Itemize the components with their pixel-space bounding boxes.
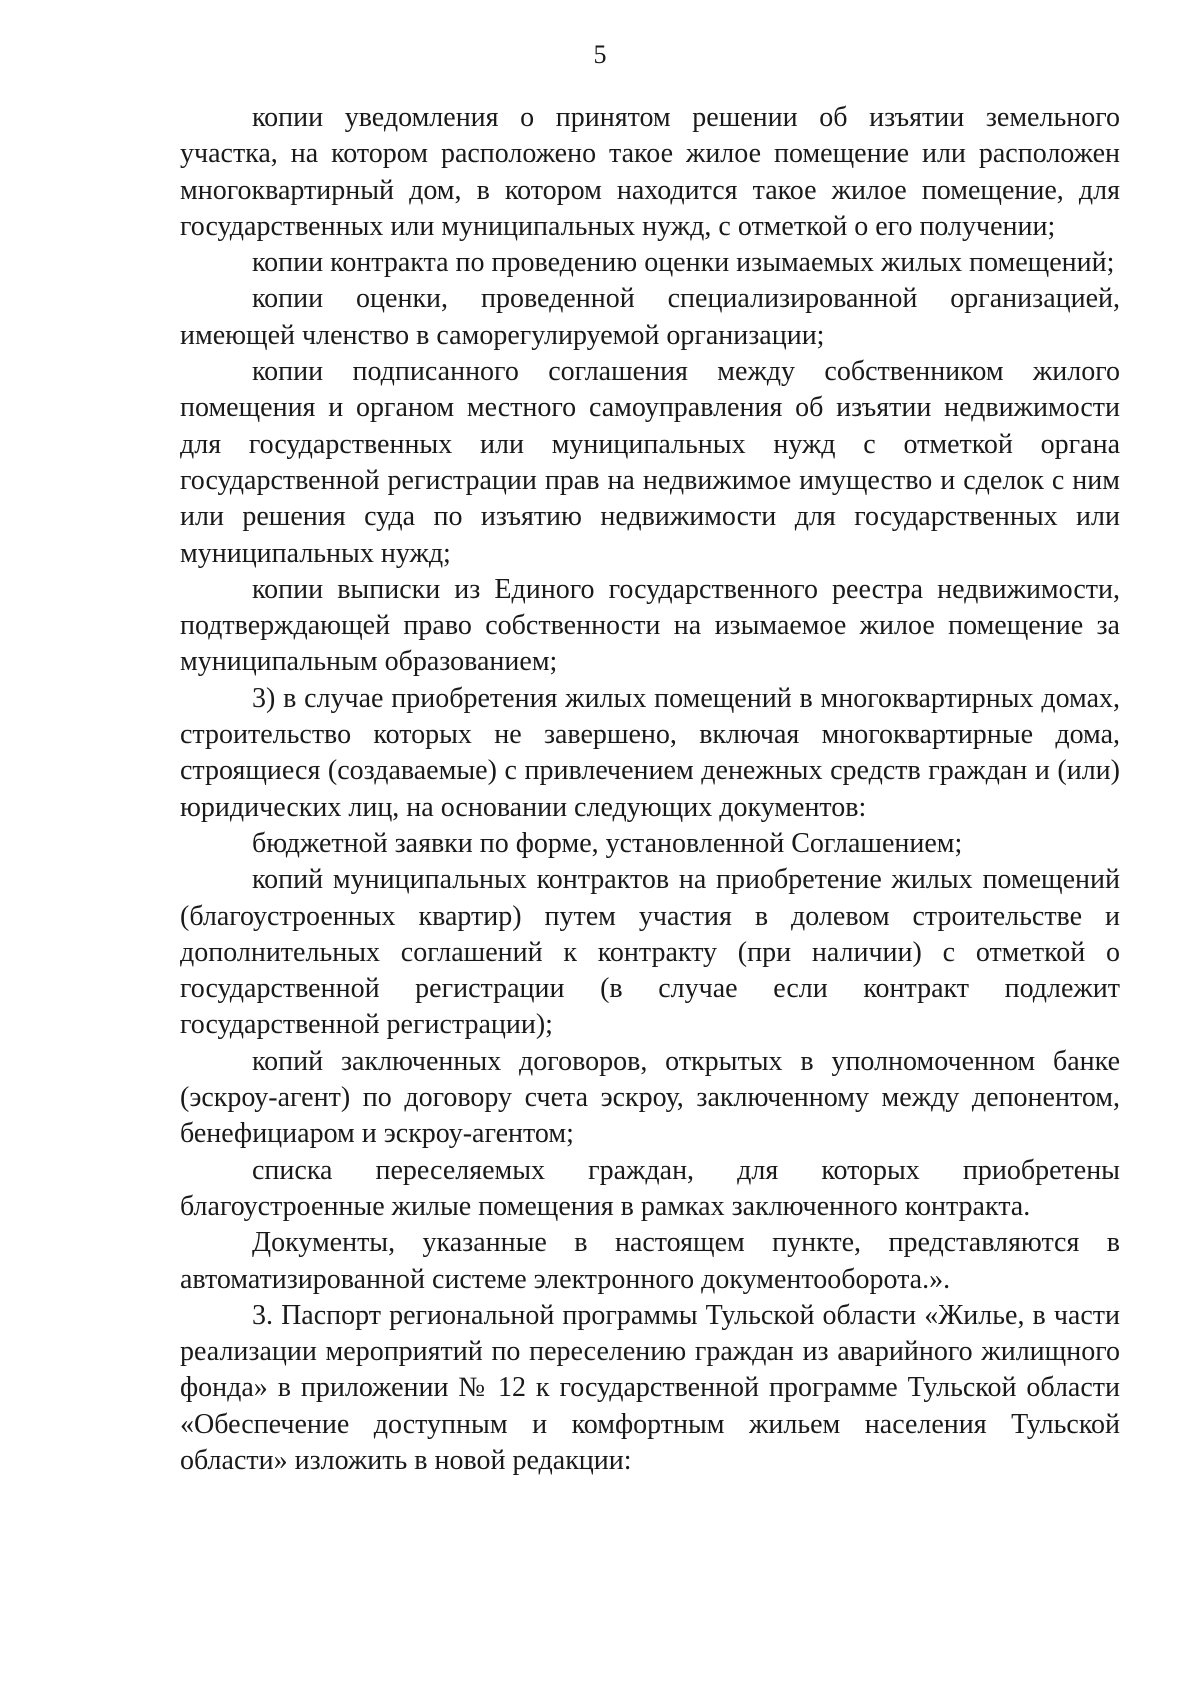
document-text — [180, 100, 1120, 1479]
paragraph: 3) в случае приобретения жилых помещений в многоквартирных домах, строительство которых не завершено, включая многоквартирные дома, строящиеся (создаваемые) с привлечением денежных средств граждан и (или) юридических лиц, на основании следующих документов: — [180, 682, 1120, 823]
paragraph: копии выписки из Единого государственного реестра недвижимости, подтверждающей право собственности на изымаемое жилое помещение за муниципальным образованием; — [180, 573, 1120, 678]
paragraph: копий заключенных договоров, открытых в уполномоченном банке (эскроу-агент) по договору счета эскроу, заключенному между депонентом, бенефициаром и эскроу-агентом; — [180, 1045, 1120, 1150]
paragraph: 3. Паспорт региональной программы Тульской области «Жилье, в части реализации мероприятий по переселению граждан из аварийного жилищного фонда» в приложении № 12 к государственной программе Тульской области «Обеспечение доступным и комфортным жильем населения Тульской области» изложить в новой редакции: — [180, 1299, 1120, 1476]
paragraph: Документы, указанные в настоящем пункте, представляются в автоматизированной системе электронного документооборота.». — [180, 1227, 1120, 1295]
paragraph: копий муниципальных контрактов на приобретение жилых помещений (благоустроенных квартир) путем участия в долевом строительстве и дополнительных соглашений к контракту (при наличии) с отметкой о государственной регистрации (в случае если контракт подлежит государственной регистрации); — [180, 864, 1120, 1041]
paragraph: бюджетной заявки по форме, установленной Соглашением; — [252, 827, 963, 859]
paragraph: копии уведомления о принятом решении об изъятии земельного участка, на котором расположено такое жилое помещение или расположен многоквартирный дом, в котором находится такое жилое помещение, для государственных или муниципальных нужд, с отметкой о его получении; — [180, 102, 1120, 242]
paragraph: копии контракта по проведению оценки изымаемых жилых помещений; — [252, 247, 1115, 279]
page-number: 5 — [593, 40, 607, 69]
paragraph: списка переселяемых граждан, для которых приобретены благоустроенные жилые помещения в рамках заключенного контракта. — [180, 1154, 1120, 1222]
paragraph: копии подписанного соглашения между собственником жилого помещения и органом местного самоуправления об изъятии недвижимости для государственных или муниципальных нужд с отметкой органа государственной регистрации прав на недвижимое имущество и сделок с ним или решения суда по изъятию недвижимости для государственных или муниципальных нужд; — [180, 356, 1120, 569]
paragraph: копии оценки, проведенной специализированной организацией, имеющей членство в саморегулируемой организации; — [180, 283, 1120, 351]
